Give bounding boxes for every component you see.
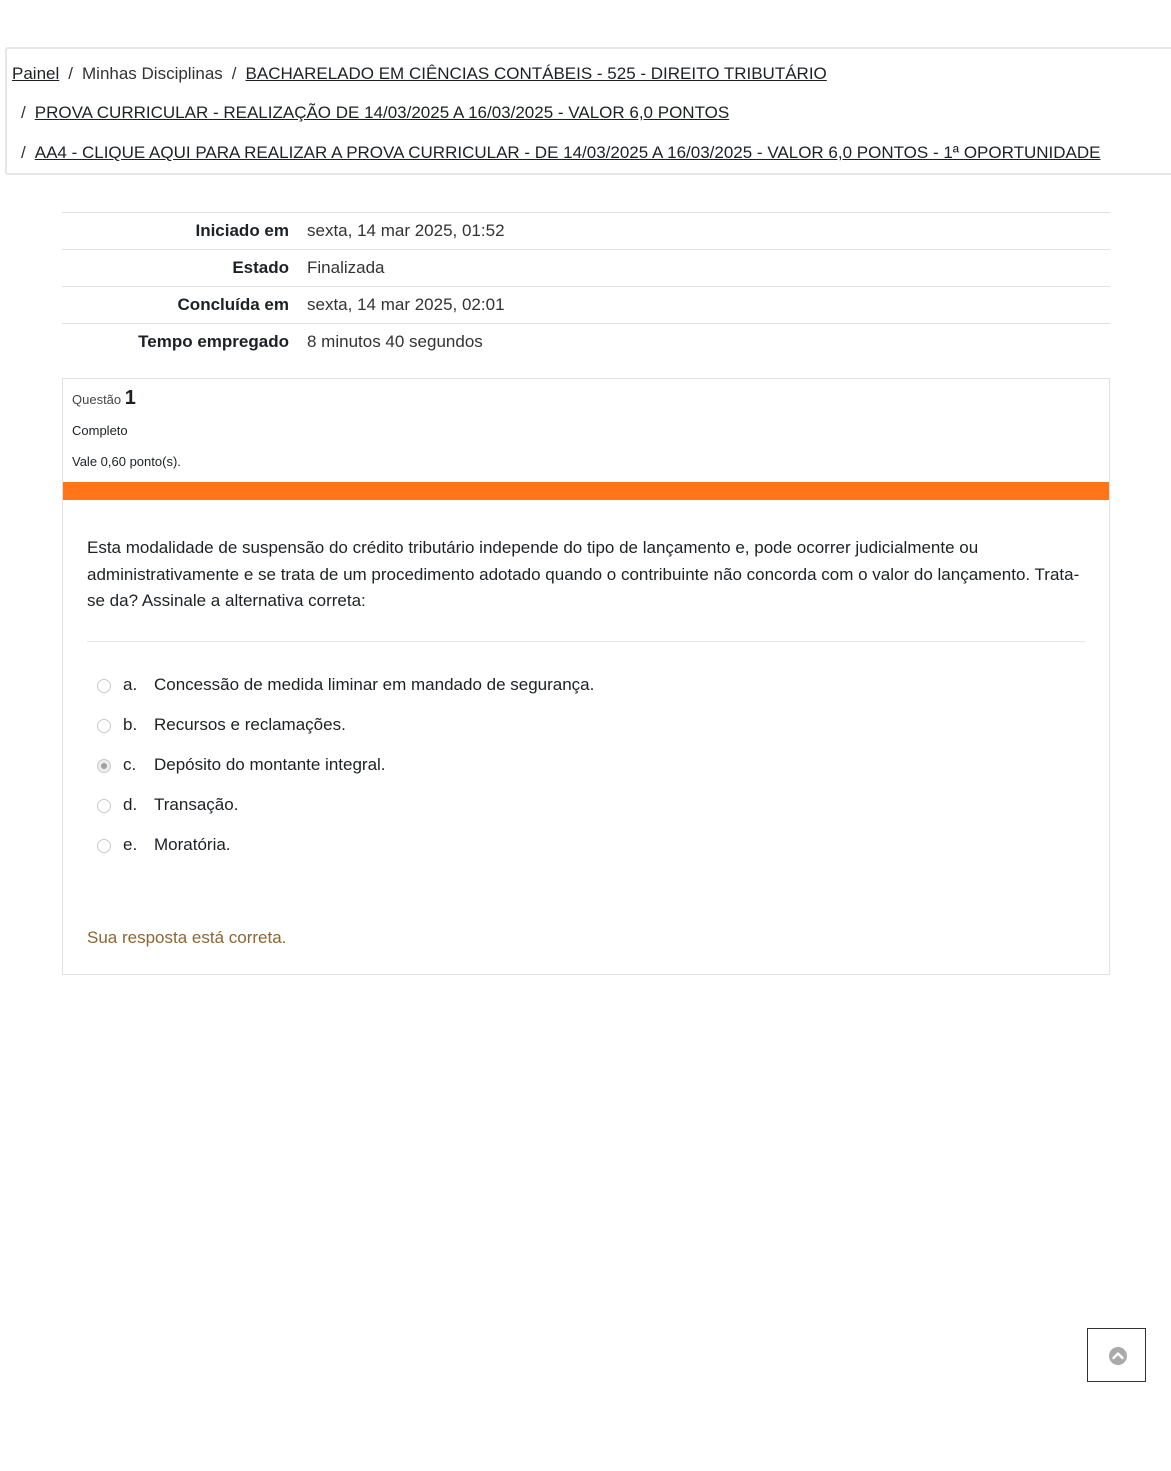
- question-grade: Vale 0,60 ponto(s).: [72, 454, 181, 469]
- breadcrumb-aa4-link[interactable]: AA4 - CLIQUE AQUI PARA REALIZAR A PROVA CURRICULAR - DE 14/03/2025 A 16/03/2025 - VALOR 6,0 PONTOS - 1ª OPORTUNIDADE: [34, 143, 1101, 162]
- question-number: [72, 387, 136, 409]
- summary-row: [62, 287, 1110, 324]
- summary-value: sexta, 14 mar 2025, 02:01: [307, 287, 1110, 324]
- option-letter: b.: [123, 715, 138, 734]
- summary-label: Iniciado em: [62, 213, 307, 250]
- divider: [87, 641, 1085, 642]
- question-text: Esta modalidade de suspensão do crédito tributário independe do tipo de lançamento e, pode ocorrer judicialmente ou administrativamente e se trata de um procedimento adotado quando o contribuinte não concorda com o valor do lançamento. Trata-se da? Assinale a alternativa correta:: [87, 538, 1080, 610]
- summary-value: sexta, 14 mar 2025, 01:52: [307, 213, 1110, 250]
- question-state: Completo: [72, 423, 128, 438]
- radio-button-selected[interactable]: [97, 759, 111, 773]
- option-text: Concessão de medida liminar em mandado de segurança.: [154, 675, 595, 694]
- question-info: [72, 387, 136, 410]
- summary-label: Concluída em: [62, 287, 307, 324]
- question-prefix: Questão: [72, 392, 122, 407]
- back-to-top-button[interactable]: [1087, 1328, 1146, 1382]
- breadcrumb-separator: /: [21, 103, 26, 122]
- summary-label: Tempo empregado: [62, 324, 307, 361]
- option-text: Recursos e reclamações.: [154, 715, 346, 734]
- option-text: Transação.: [154, 795, 239, 814]
- summary-value: 8 minutos 40 segundos: [307, 324, 1110, 361]
- question-accent-bar: [63, 482, 1109, 500]
- option-text: Depósito do montante integral.: [154, 755, 386, 774]
- radio-button[interactable]: [97, 719, 111, 733]
- option-letter: d.: [123, 795, 138, 814]
- breadcrumb-minhas-disciplinas: Minhas Disciplinas: [82, 64, 223, 83]
- breadcrumb-separator: /: [21, 143, 26, 162]
- breadcrumb: [5, 47, 1171, 175]
- breadcrumb-separator: /: [68, 64, 73, 83]
- option-letter: a.: [123, 675, 138, 694]
- answer-feedback: Sua resposta está correta.: [87, 928, 287, 947]
- attempt-summary-table: [62, 212, 1110, 360]
- radio-button[interactable]: [97, 799, 111, 813]
- radio-button[interactable]: [97, 679, 111, 693]
- summary-row: [62, 213, 1110, 250]
- summary-value: Finalizada: [307, 250, 1110, 287]
- summary-row: [62, 250, 1110, 287]
- question-card: [62, 378, 1110, 975]
- question-number-value: 1: [124, 387, 136, 409]
- breadcrumb-painel-link[interactable]: Painel: [12, 64, 60, 83]
- breadcrumb-prova-link[interactable]: PROVA CURRICULAR - REALIZAÇÃO DE 14/03/2025 A 16/03/2025 - VALOR 6,0 PONTOS: [34, 103, 730, 122]
- option-letter: c.: [123, 755, 137, 774]
- summary-row: [62, 324, 1110, 361]
- chevron-up-icon: [1088, 1329, 1147, 1383]
- summary-label: Estado: [62, 250, 307, 287]
- breadcrumb-separator: /: [231, 64, 237, 83]
- option-text: Moratória.: [154, 835, 231, 854]
- radio-button[interactable]: [97, 839, 111, 853]
- option-letter: e.: [123, 835, 138, 854]
- breadcrumb-course-link[interactable]: BACHARELADO EM CIÊNCIAS CONTÁBEIS - 525 - DIREITO TRIBUTÁRIO: [245, 64, 827, 83]
